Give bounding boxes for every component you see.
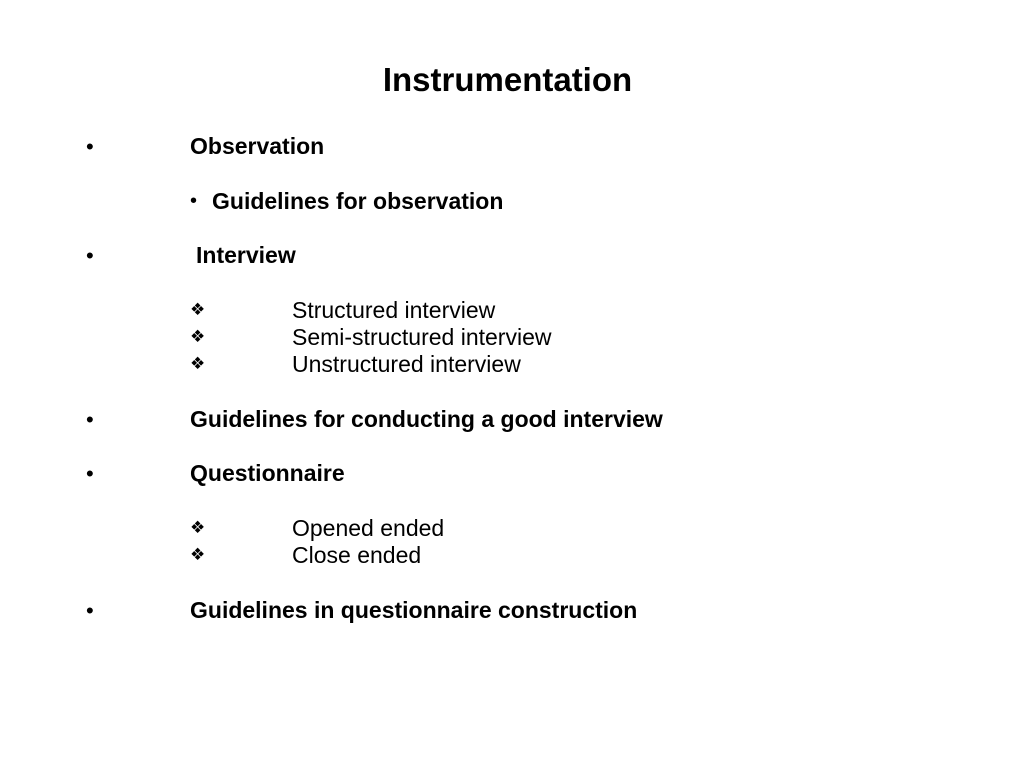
list-item-close-ended: Close ended	[292, 542, 422, 568]
diamond-bullet-icon: ❖	[190, 354, 206, 373]
list-item-opened-ended: Opened ended	[292, 515, 445, 541]
diamond-bullet-icon: ❖	[190, 327, 206, 346]
sub-bullet-icon: •	[190, 190, 198, 212]
bullet-icon: •	[86, 407, 94, 432]
list-item-guidelines-interview: Guidelines for conducting a good interview	[190, 406, 663, 432]
diamond-bullet-icon: ❖	[190, 300, 206, 319]
bullet-icon: •	[86, 598, 94, 623]
list-item-interview: Interview	[196, 242, 296, 268]
list-item-observation: Observation	[190, 133, 325, 159]
list-item-semi-structured-interview: Semi-structured interview	[292, 324, 552, 350]
bullet-icon: •	[86, 134, 94, 159]
bullet-icon: •	[86, 243, 94, 268]
list-item-questionnaire: Questionnaire	[190, 460, 345, 486]
list-item-structured-interview: Structured interview	[292, 297, 496, 323]
slide-title: Instrumentation	[382, 61, 633, 98]
list-item-unstructured-interview: Unstructured interview	[292, 351, 521, 377]
diamond-bullet-icon: ❖	[190, 545, 206, 564]
bullet-icon: •	[86, 461, 94, 486]
list-item-guidelines-observation: Guidelines for observation	[212, 188, 504, 214]
list-item-guidelines-questionnaire: Guidelines in questionnaire construction	[190, 597, 638, 623]
diamond-bullet-icon: ❖	[190, 518, 206, 537]
